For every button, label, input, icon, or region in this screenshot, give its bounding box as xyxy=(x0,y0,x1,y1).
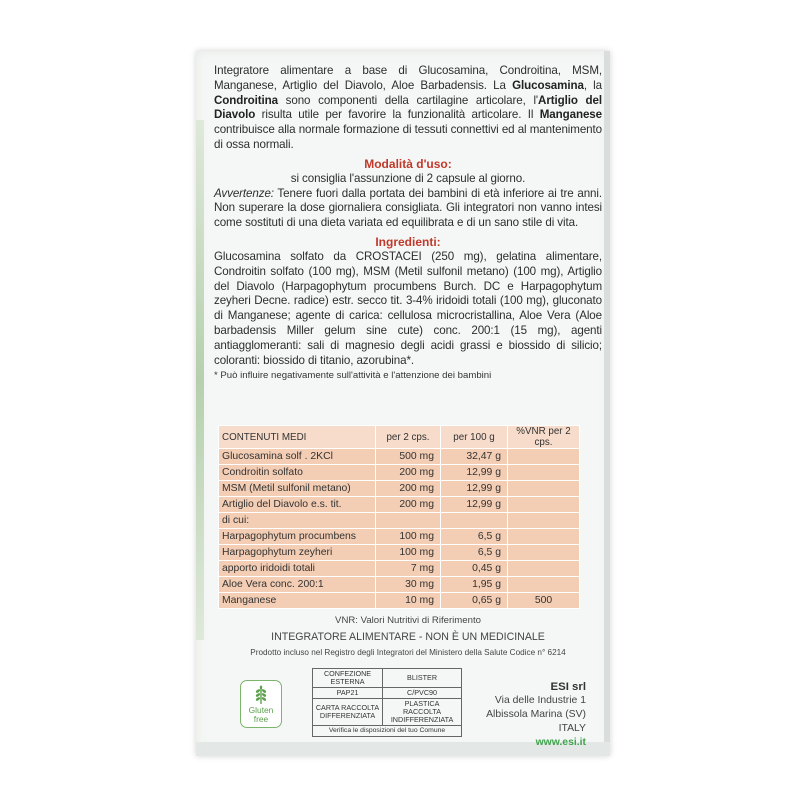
registry-notice: Prodotto incluso nel Registro degli Integratori del Ministero della Salute Codice n° 6214 xyxy=(250,648,566,657)
warning-label: Avvertenze: xyxy=(214,186,274,200)
header-vnr: %VNR per 2 cps. xyxy=(508,426,580,449)
recycling-header-row xyxy=(313,669,462,688)
wheat-icon-svg xyxy=(252,685,270,705)
ingredients-text: Glucosamina solfato da CROSTACEI (250 mg), gelatina alimentare, Condroitin solfato (100 mg), MSM (Metil sulfonil metano) (100 mg), Artiglio del Diavolo (Harpagophytum procumbens Burch. DC e Harpagophytum zeyheri Decne. radice) estr. secco tit. 3-4% iridoidi totali (100 mg), gluconato di Manganese; agente di carica: cellulosa microcristallina, Aloe Vera (Aloe barbadensis Miller gelum sine cute) conc. 200:1 (15 mg), agenti antiagglomeranti: sali di magnesio degli acidi grassi e biossido di silicio; coloranti: biossido di titanio, azorubina*. xyxy=(214,249,602,367)
recycling-desc-outer: CARTA RACCOLTA DIFFERENZIATA xyxy=(313,699,383,726)
recycling-desc-blister: PLASTICA RACCOLTA INDIFFERENZIATA xyxy=(383,699,462,726)
recycling-footer-row xyxy=(313,726,462,737)
header-contenuti: CONTENUTI MEDI xyxy=(219,426,376,449)
company-website: www.esi.it xyxy=(535,737,586,748)
recycling-code-row xyxy=(313,688,462,699)
label-text xyxy=(214,64,602,381)
nutrition-table xyxy=(218,425,580,609)
package-edge xyxy=(604,51,610,756)
company-address-2: Albissola Marina (SV) ITALY xyxy=(486,709,586,734)
artiglio-bold: Artiglio del Diavolo xyxy=(214,93,602,122)
company-address-1: Via delle Industrie 1 xyxy=(494,695,586,706)
recycling-table xyxy=(312,668,462,737)
usage-text: si consiglia l'assunzione di 2 capsule al giorno. xyxy=(290,171,526,185)
table-row: apporto iridoidi totali 7 mg 0,45 g xyxy=(219,561,580,577)
condroitina-bold: Condroitina xyxy=(214,93,278,107)
table-row: Harpagophytum zeyheri 100 mg 6,5 g xyxy=(219,545,580,561)
header-per2: per 2 cps. xyxy=(376,426,441,449)
gluten-free-badge xyxy=(240,680,282,728)
table-row: Aloe Vera conc. 200:1 30 mg 1,95 g xyxy=(219,577,580,593)
intro-paragraph: Integratore alimentare a base di Glucosamina, Condroitina, MSM, Manganese, Artiglio del Diavolo, Aloe Barbadensis. La Glucosamina, la Condroitina sono componenti della cartilagine articolare, l'Artiglio del Diavolo risulta utile per favorire la funzionalità articolare. Il Manganese contribuisce alla normale formazione di tessuti connettivi ed al mantenimento di ossa normali. xyxy=(214,64,602,151)
table-row: Glucosamina solf . 2KCl 500 mg 32,47 g xyxy=(219,449,580,465)
company-info xyxy=(472,680,586,750)
ingredients-note: * Può influire negativamente sull'attività e l'attenzione dei bambini xyxy=(214,370,492,382)
recycling-header-outer: CONFEZIONE ESTERNA xyxy=(313,669,383,688)
table-row: Harpagophytum procumbens 100 mg 6,5 g xyxy=(219,529,580,545)
table-row: Condroitin solfato 200 mg 12,99 g xyxy=(219,465,580,481)
ingredients-title: Ingredienti: xyxy=(375,234,441,249)
side-decoration xyxy=(196,120,204,640)
warning-paragraph: Avvertenze: Tenere fuori dalla portata dei bambini di età inferiore ai tre anni. Non superare la dose giornaliera consigliata. Gli integratori non vanno intesi come sostituti di una dieta variata ed equilibrata e di un sano stile di vita. xyxy=(214,186,602,230)
table-row: Manganese 10 mg 0,65 g 500 xyxy=(219,593,580,609)
table-row: MSM (Metil sulfonil metano) 200 mg 12,99 g xyxy=(219,481,580,497)
supplement-notice: INTEGRATORE ALIMENTARE - NON È UN MEDICINALE xyxy=(271,631,545,643)
table-header-row xyxy=(219,426,580,449)
table-row: Artiglio del Diavolo e.s. tit. 200 mg 12,99 g xyxy=(219,497,580,513)
recycling-code-blister: C/PVC90 xyxy=(383,688,462,699)
recycling-desc-row xyxy=(313,699,462,726)
usage-title: Modalità d'uso: xyxy=(364,156,452,171)
table-row: di cui: xyxy=(219,513,580,529)
recycling-code-outer: PAP21 xyxy=(313,688,383,699)
recycling-header-blister: BLISTER xyxy=(383,669,462,688)
recycling-footer: Verifica le disposizioni del tuo Comune xyxy=(313,726,462,737)
header-per100: per 100 g xyxy=(441,426,508,449)
gluten-free-text: Gluten free xyxy=(248,705,274,724)
manganese-bold: Manganese xyxy=(539,108,602,122)
glucosamina-bold: Glucosamina xyxy=(512,78,584,92)
wheat-icon xyxy=(252,685,270,705)
vnr-legend: VNR: Valori Nutritivi di Riferimento xyxy=(335,615,481,626)
company-name: ESI srl xyxy=(550,681,586,693)
